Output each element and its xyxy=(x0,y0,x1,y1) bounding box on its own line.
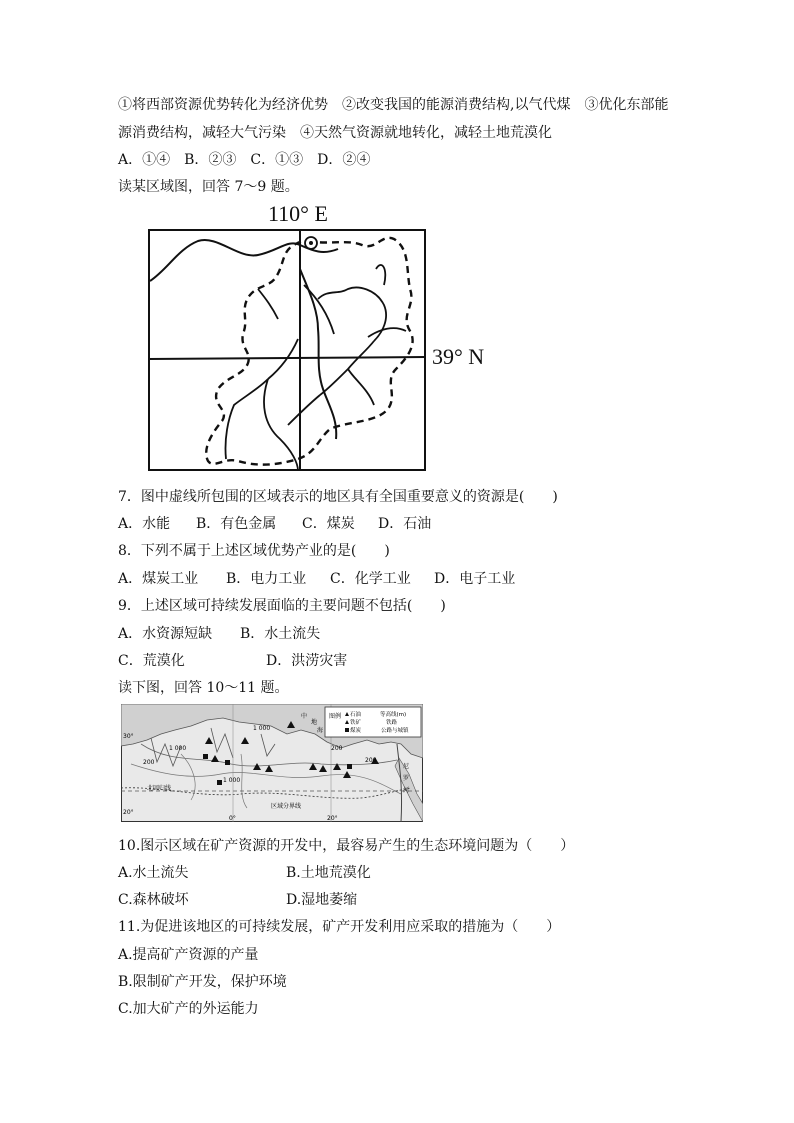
q11-option-c: C.加大矿产的外运能力 xyxy=(118,1001,259,1017)
map1-river-branch-10 xyxy=(264,379,298,471)
q10-option-a: A.水土流失 xyxy=(118,865,189,881)
q9-stem: 9．上述区域可持续发展面临的主要问题不包括( ) xyxy=(118,598,446,614)
region-map-2 xyxy=(121,704,423,822)
q9-option-c: C．荒漠化 xyxy=(118,653,185,669)
svg-text:1 000: 1 000 xyxy=(253,725,271,732)
map2-tropic-label: 北回归线 xyxy=(147,785,172,792)
map2-boundary-label: 区域分界线 xyxy=(271,803,302,810)
svg-text:20°: 20° xyxy=(123,809,134,816)
q10-option-d: D.湿地萎缩 xyxy=(286,892,358,908)
svg-text:30°: 30° xyxy=(123,733,134,740)
svg-text:等高线(m): 等高线(m) xyxy=(380,712,407,718)
q8-stem: 8．下列不属于上述区域优势产业的是( ) xyxy=(118,543,390,559)
region-map-1 xyxy=(148,229,426,471)
map1-river-branch-3 xyxy=(320,341,374,395)
q8-option-c: C．化学工业 xyxy=(330,571,411,587)
map1-latitude-label: 39° N xyxy=(432,344,485,369)
q7-option-b: B．有色金属 xyxy=(196,516,277,532)
q8-option-a: A．煤炭工业 xyxy=(118,571,199,587)
intro-line-1: ①将西部资源优势转化为经济优势 ②改变我国的能源消费结构,以气代煤 ③优化东部能 xyxy=(118,97,669,113)
map1-river-main xyxy=(300,269,336,439)
map1-river-branch-8 xyxy=(225,379,268,459)
q9-option-d: D．洪涝灾害 xyxy=(266,653,348,669)
q10-stem: 10.图示区域在矿产资源的开发中，最容易产生的生态环境问题为（ ） xyxy=(118,838,575,854)
q11-stem: 11.为促进该地区的可持续发展，矿产开发利用应采取的措施为（ ） xyxy=(118,919,561,935)
svg-text:地: 地 xyxy=(311,719,318,726)
section1-prompt: 读某区域图，回答 7～9 题。 xyxy=(118,179,299,195)
map1-dashed-boundary xyxy=(206,238,412,465)
intro-line-2: 源消费结构，减轻大气污染 ④天然气资源就地转化，减轻土地荒漠化 xyxy=(118,125,552,141)
q10-option-c: C.森林破坏 xyxy=(118,892,189,908)
q9-option-a: A．水资源短缺 xyxy=(118,626,213,642)
map1-river-branch-11 xyxy=(258,289,278,319)
q8-option-b: B．电力工业 xyxy=(226,571,307,587)
svg-text:公路与城镇: 公路与城镇 xyxy=(381,728,409,734)
svg-text:200: 200 xyxy=(365,757,377,764)
svg-text:20°: 20° xyxy=(327,815,338,822)
section2-prompt: 读下图，回答 10～11 题。 xyxy=(118,680,289,696)
svg-text:1 000: 1 000 xyxy=(169,745,187,752)
map1-river-branch-5 xyxy=(368,328,406,337)
q7-stem: 7．图中虚线所包围的区域表示的地区具有全国重要意义的资源是( ) xyxy=(118,489,558,505)
q10-option-b: B.土地荒漠化 xyxy=(286,865,371,881)
intro-options: A．①④ B．②③ C．①③ D．②④ xyxy=(118,152,371,168)
q7-option-c: C．煤炭 xyxy=(302,516,355,532)
q8-option-d: D．电子工业 xyxy=(434,571,516,587)
map1-river-branch-4 xyxy=(376,265,385,285)
svg-text:200: 200 xyxy=(143,759,155,766)
svg-text:200: 200 xyxy=(331,745,343,752)
svg-text:铁路: 铁路 xyxy=(386,720,398,726)
q9-option-b: B．水土流失 xyxy=(240,626,321,642)
svg-text:罗: 罗 xyxy=(403,775,410,782)
map2-legend-title: 图例 xyxy=(329,713,342,720)
svg-text:石油: 石油 xyxy=(350,712,362,718)
svg-text:铁矿: 铁矿 xyxy=(350,720,362,726)
map1-river-branch-7 xyxy=(288,395,320,425)
svg-text:煤炭: 煤炭 xyxy=(350,728,362,734)
svg-text:1 000: 1 000 xyxy=(223,777,241,784)
q11-option-a: A.提高矿产资源的产量 xyxy=(118,947,259,963)
svg-text:河: 河 xyxy=(403,787,410,794)
q7-option-d: D．石油 xyxy=(378,516,432,532)
svg-text:海: 海 xyxy=(317,727,324,734)
q11-option-b: B.限制矿产开发，保护环境 xyxy=(118,974,287,990)
q7-option-a: A．水能 xyxy=(118,516,171,532)
map1-longitude-label: 110° E xyxy=(268,201,328,226)
svg-text:中: 中 xyxy=(301,713,308,720)
svg-text:0°: 0° xyxy=(229,815,236,822)
map1-river-branch-6 xyxy=(348,369,374,405)
svg-text:尼: 尼 xyxy=(403,763,410,770)
